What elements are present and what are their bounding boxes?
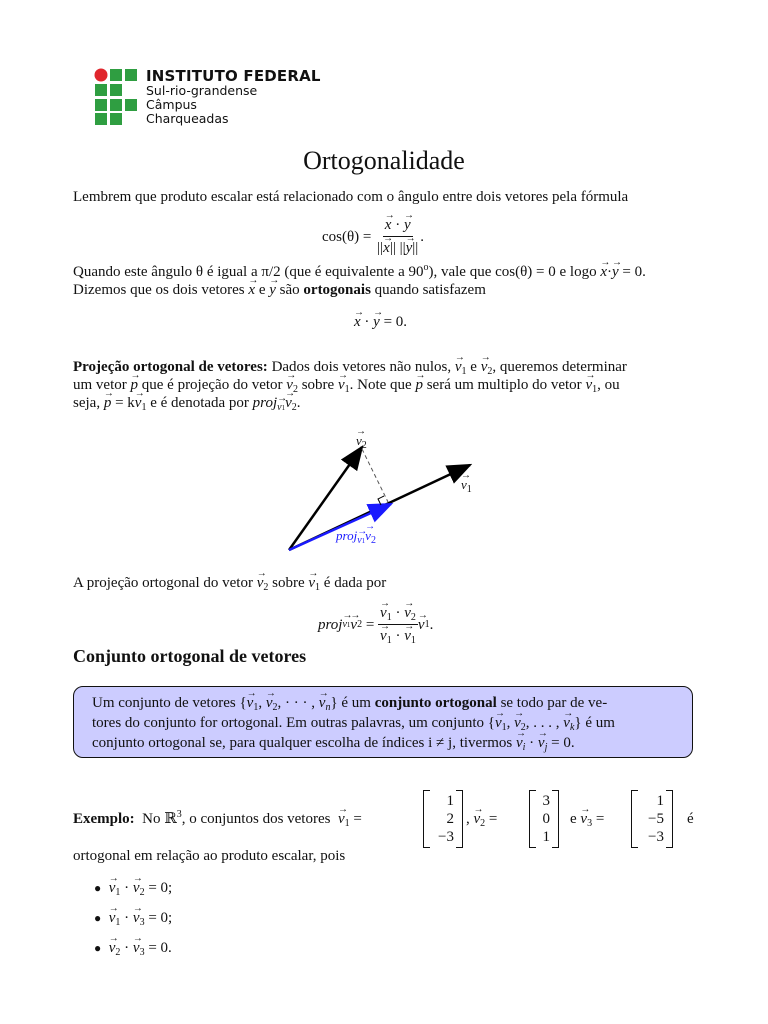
matrix-v3: 1 −5 −3: [631, 790, 673, 848]
diagram-label-v2: → $v_2$: [356, 432, 367, 450]
cos-lhs: cos(θ) =: [322, 228, 372, 245]
box-line2: tores do conjunto for ortogonal. Em outras palavras, um conjunto {→ $v_1$, → $v_2$, . . . , → $v_k$} é um: [92, 713, 674, 733]
diagram-label-proj: proj$_{v1}$→ $v_2$: [336, 527, 376, 545]
intro-text: Lembrem que produto escalar está relacionado com o ângulo entre dois vetores pela fórmula: [73, 189, 629, 205]
logo-line3: Câmpus: [146, 97, 197, 112]
projection-diagram: [280, 425, 540, 565]
cos-fraction: → $\frac{x \cdot \to y}{||\to x|| ||\to y||}$: [375, 216, 420, 257]
logo-line4: Charqueadas: [146, 111, 229, 126]
list-item: ● → $v_2$ · → $v_3 = 0$.: [94, 939, 172, 957]
example-text: Exemplo: No ℝ$^3$, o conjuntos dos vetores → $v_1$ =: [73, 810, 362, 828]
box-line3: conjunto ortogonal se, para qualquer escolha de índices i ≠ j, tivermos → $v_i$ · → $v_j = 0$.: [92, 733, 674, 753]
cos-formula: cos(θ) = → $\frac{x \cdot \to y}{||\to x|| ||\to y||}$ .: [322, 216, 424, 257]
projection-formula-intro: A projeção ortogonal do vetor → $v_2$ sobre → $v_1$ é dada por: [73, 574, 386, 592]
projection-line1: Projeção ortogonal de vetores: Dados dois vetores não nulos, → $v_1$ $e \to v_2$, queremos determinar: [73, 358, 627, 376]
section-heading-orthogonal-set: Conjunto ortogonal de vetores: [73, 646, 307, 666]
example-line2: ortogonal em relação ao produto escalar, pois: [73, 848, 346, 864]
matrix-v2: 3 0 1: [529, 790, 559, 848]
orthogonal-equation: → x · → y = 0.: [354, 313, 407, 331]
box-line1: Um conjunto de vetores {→ $v_1$, → $v_2$, · · · , → $v_n$} é um conjunto ortogonal se todo par de ve-: [92, 693, 674, 713]
example-v3-label: $e \to v_3$ =: [570, 810, 604, 828]
right-angle-mark: [378, 496, 384, 505]
projection-line2: um vetor → p que é projeção do vetor → $v_2$ sobre → $v_1$. Note que → p será um multiplo do vetor → $v_1$, ou: [73, 376, 620, 394]
example-v2-label: , → $v_2$ =: [466, 810, 497, 828]
page-title: Ortogonalidade: [303, 146, 465, 175]
matrix-v1: 1 2 −3: [423, 790, 463, 848]
list-item: ● → $v_1$ · → $v_3 = 0$;: [94, 909, 172, 927]
orthogonal-definition: Dizemos que os dois vetores → x e → y são ortogonais quando satisfazem: [73, 281, 486, 299]
diagram-label-v1: → $v_1$: [461, 476, 472, 494]
logo-line2: Sul-rio-grandense: [146, 83, 258, 98]
list-item: ● → $v_1$ · → $v_2 = 0$;: [94, 879, 172, 897]
logo-mark-icon: [94, 68, 138, 126]
definition-box: [73, 686, 693, 758]
projection-fraction: → $v_1$ · → $v_2$ → $v_1$ · → $v_1$: [378, 604, 418, 645]
logo-line1: INSTITUTO FEDERAL: [146, 67, 321, 85]
projection-formula: proj v1 → v 2 = → $v_1$ · → $v_2$ → $v_1$ · → $v_1$ → v 1 .: [318, 604, 433, 645]
institution-logo: [94, 68, 324, 128]
projection-line3: seja, → $p = k\to v_1$ e é denotada por proj$_{v1}$→ $v_2$.: [73, 394, 301, 412]
example-end: é: [687, 811, 694, 827]
perpendicular-dashed: [362, 449, 388, 502]
angle-paragraph: Quando este ângulo θ é igual a π/2 (que é equivalente a 90$^o$), vale que cos(θ) = 0 e logo → x·→ y = 0.: [73, 263, 646, 281]
